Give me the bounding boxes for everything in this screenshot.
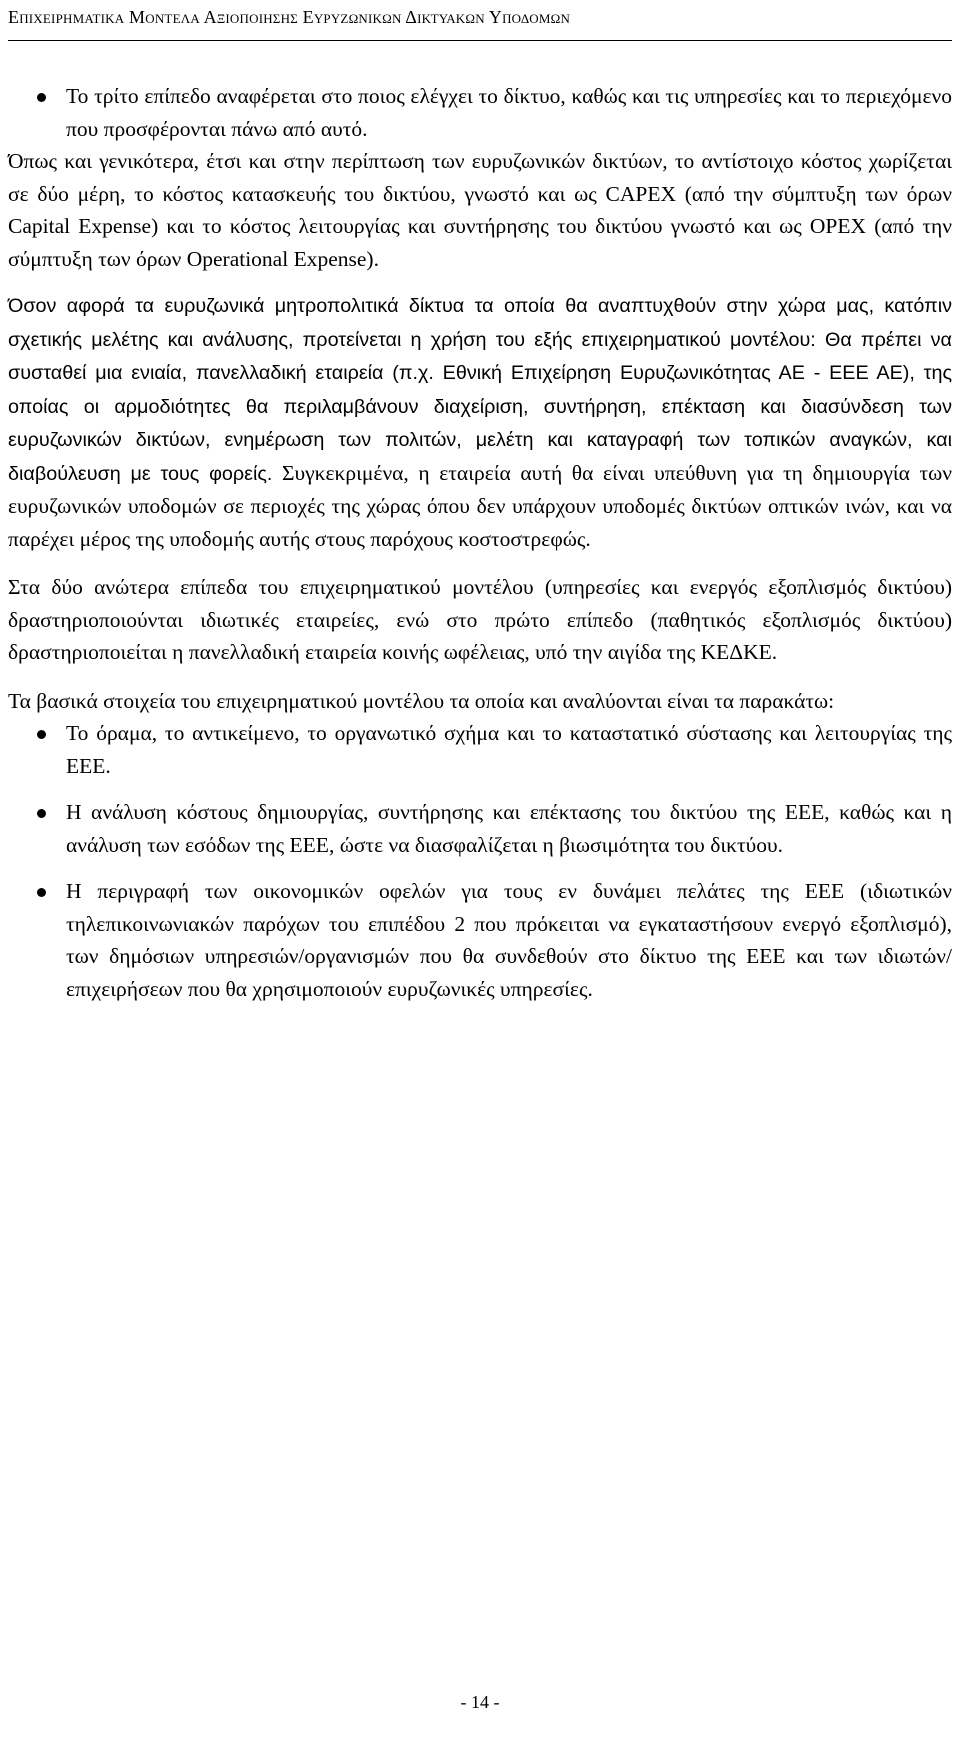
document-body <box>8 80 952 1005</box>
bullet-icon <box>37 888 46 897</box>
paragraph-business-model <box>8 289 952 555</box>
list-item-text: Η περιγραφή των οικονομικών οφελών για τους εν δυνάμει πελάτες της ΕΕΕ (ιδιωτικών τηλεπικοινωνιακών παρόχων του επιπέδου 2 που πρόκειται να εγκαταστήσουν ενεργό εξοπλισμό), των δημόσιων υπηρεσιών/οργανισμών που θα συνδεθούν στο δίκτυο της ΕΕΕ και των ιδιωτών/επιχειρήσεων που θα χρησιμοποιούν ευρυζωνικές υπηρεσίες. <box>66 879 952 1001</box>
list-item-text: Το τρίτο επίπεδο αναφέρεται στο ποιος ελέγχει το δίκτυο, καθώς και τις υπηρεσίες και το περιεχόμενο που προσφέρονται πάνω από αυτό. <box>66 84 952 141</box>
header-title: Επιχειρηματικα Μοντελα Αξιοποιησης Ευρυζωνικων Δικτυακων Υποδομων <box>8 7 571 27</box>
paragraph-upper-levels: Στα δύο ανώτερα επίπεδα του επιχειρηματικού μοντέλου (υπηρεσίες και ενεργός εξοπλισμός δικτύου) δραστηριοποιούνται ιδιωτικές εταιρείες, ενώ στο πρώτο επίπεδο (παθητικός εξοπλισμός δικτύου) δραστηριοποιείται η πανελλαδική εταιρεία κοινής ωφέλειας, υπό την αιγίδα της ΚΕΔΚΕ. <box>8 575 952 664</box>
paragraph-business-model-detail: Συγκεκριμένα, η εταιρεία αυτή θα είναι υπεύθυνη για τη δημιουργία των ευρυζωνικών υποδομών σε περιοχές της χώρας όπου δεν υπάρχουν υποδομές δικτύων οπτικών ινών, και να παρέχει μέρος της υποδομής αυτής στους παρόχους κοστοστρεφώς. <box>8 460 952 551</box>
bullet-icon <box>37 809 46 818</box>
paragraph-cost-split: Όπως και γενικότερα, έτσι και στην περίπτωση των ευρυζωνικών δικτύων, το αντίστοιχο κόστος χωρίζεται σε δύο μέρη, το κόστος κατασκευής του δικτύου, γνωστό και ως CAPEX (από την σύμπτυξη των όρων Capital Expense) και το κόστος λειτουργίας και συντήρησης του δικτύου γνωστό και ως OPEX (από την σύμπτυξη των όρων Operational Expense). <box>8 149 952 271</box>
paragraph-business-model-proposal: Όσον αφορά τα ευρυζωνικά μητροπολιτικά δίκτυα τα οποία θα αναπτυχθούν στην χώρα μας, κατόπιν σχετικής μελέτης και ανάλυσης, προτείνεται η χρήση του εξής επιχειρηματικού μοντέλου: Θα πρέπει να συσταθεί μια ενιαία, πανελλαδική εταιρεία (π.χ. Εθνική Επιχείρηση Ευρυζωνικότητας ΑΕ - ΕΕΕ ΑΕ), της οποίας οι αρμοδιότητες θα περιλαμβάνουν διαχείριση, συντήρηση, επέκταση και διασύνδεση των ευρυζωνικών δικτύων, ενημέρωση των πολιτών, μελέτη και καταγραφή των τοπικών αναγκών, και διαβούλευση με τους φορείς. <box>8 295 952 485</box>
running-header <box>8 0 952 41</box>
list-item-text: Η ανάλυση κόστους δημιουργίας, συντήρησης και επέκτασης του δικτύου της ΕΕΕ, καθώς και η ανάλυση των εσόδων της ΕΕΕ, ώστε να διασφαλίζεται η βιωσιμότητα του δικτύου. <box>66 800 952 857</box>
paragraph-elements-intro: Τα βασικά στοιχεία του επιχειρηματικού μοντέλου τα οποία και αναλύονται είναι τα παρακάτω: <box>8 688 835 713</box>
list-item <box>8 796 952 861</box>
bullet-list-elements <box>8 717 952 1005</box>
bullet-list-top <box>8 80 952 145</box>
list-item <box>8 80 952 145</box>
bullet-icon <box>37 93 46 102</box>
list-item <box>8 717 952 782</box>
bullet-icon <box>37 730 46 739</box>
page-number: - 14 - <box>460 1692 500 1712</box>
list-item <box>8 875 952 1005</box>
list-item-text: Το όραμα, το αντικείμενο, το οργανωτικό σχήμα και το καταστατικό σύστασης και λειτουργίας της ΕΕΕ. <box>66 721 952 778</box>
